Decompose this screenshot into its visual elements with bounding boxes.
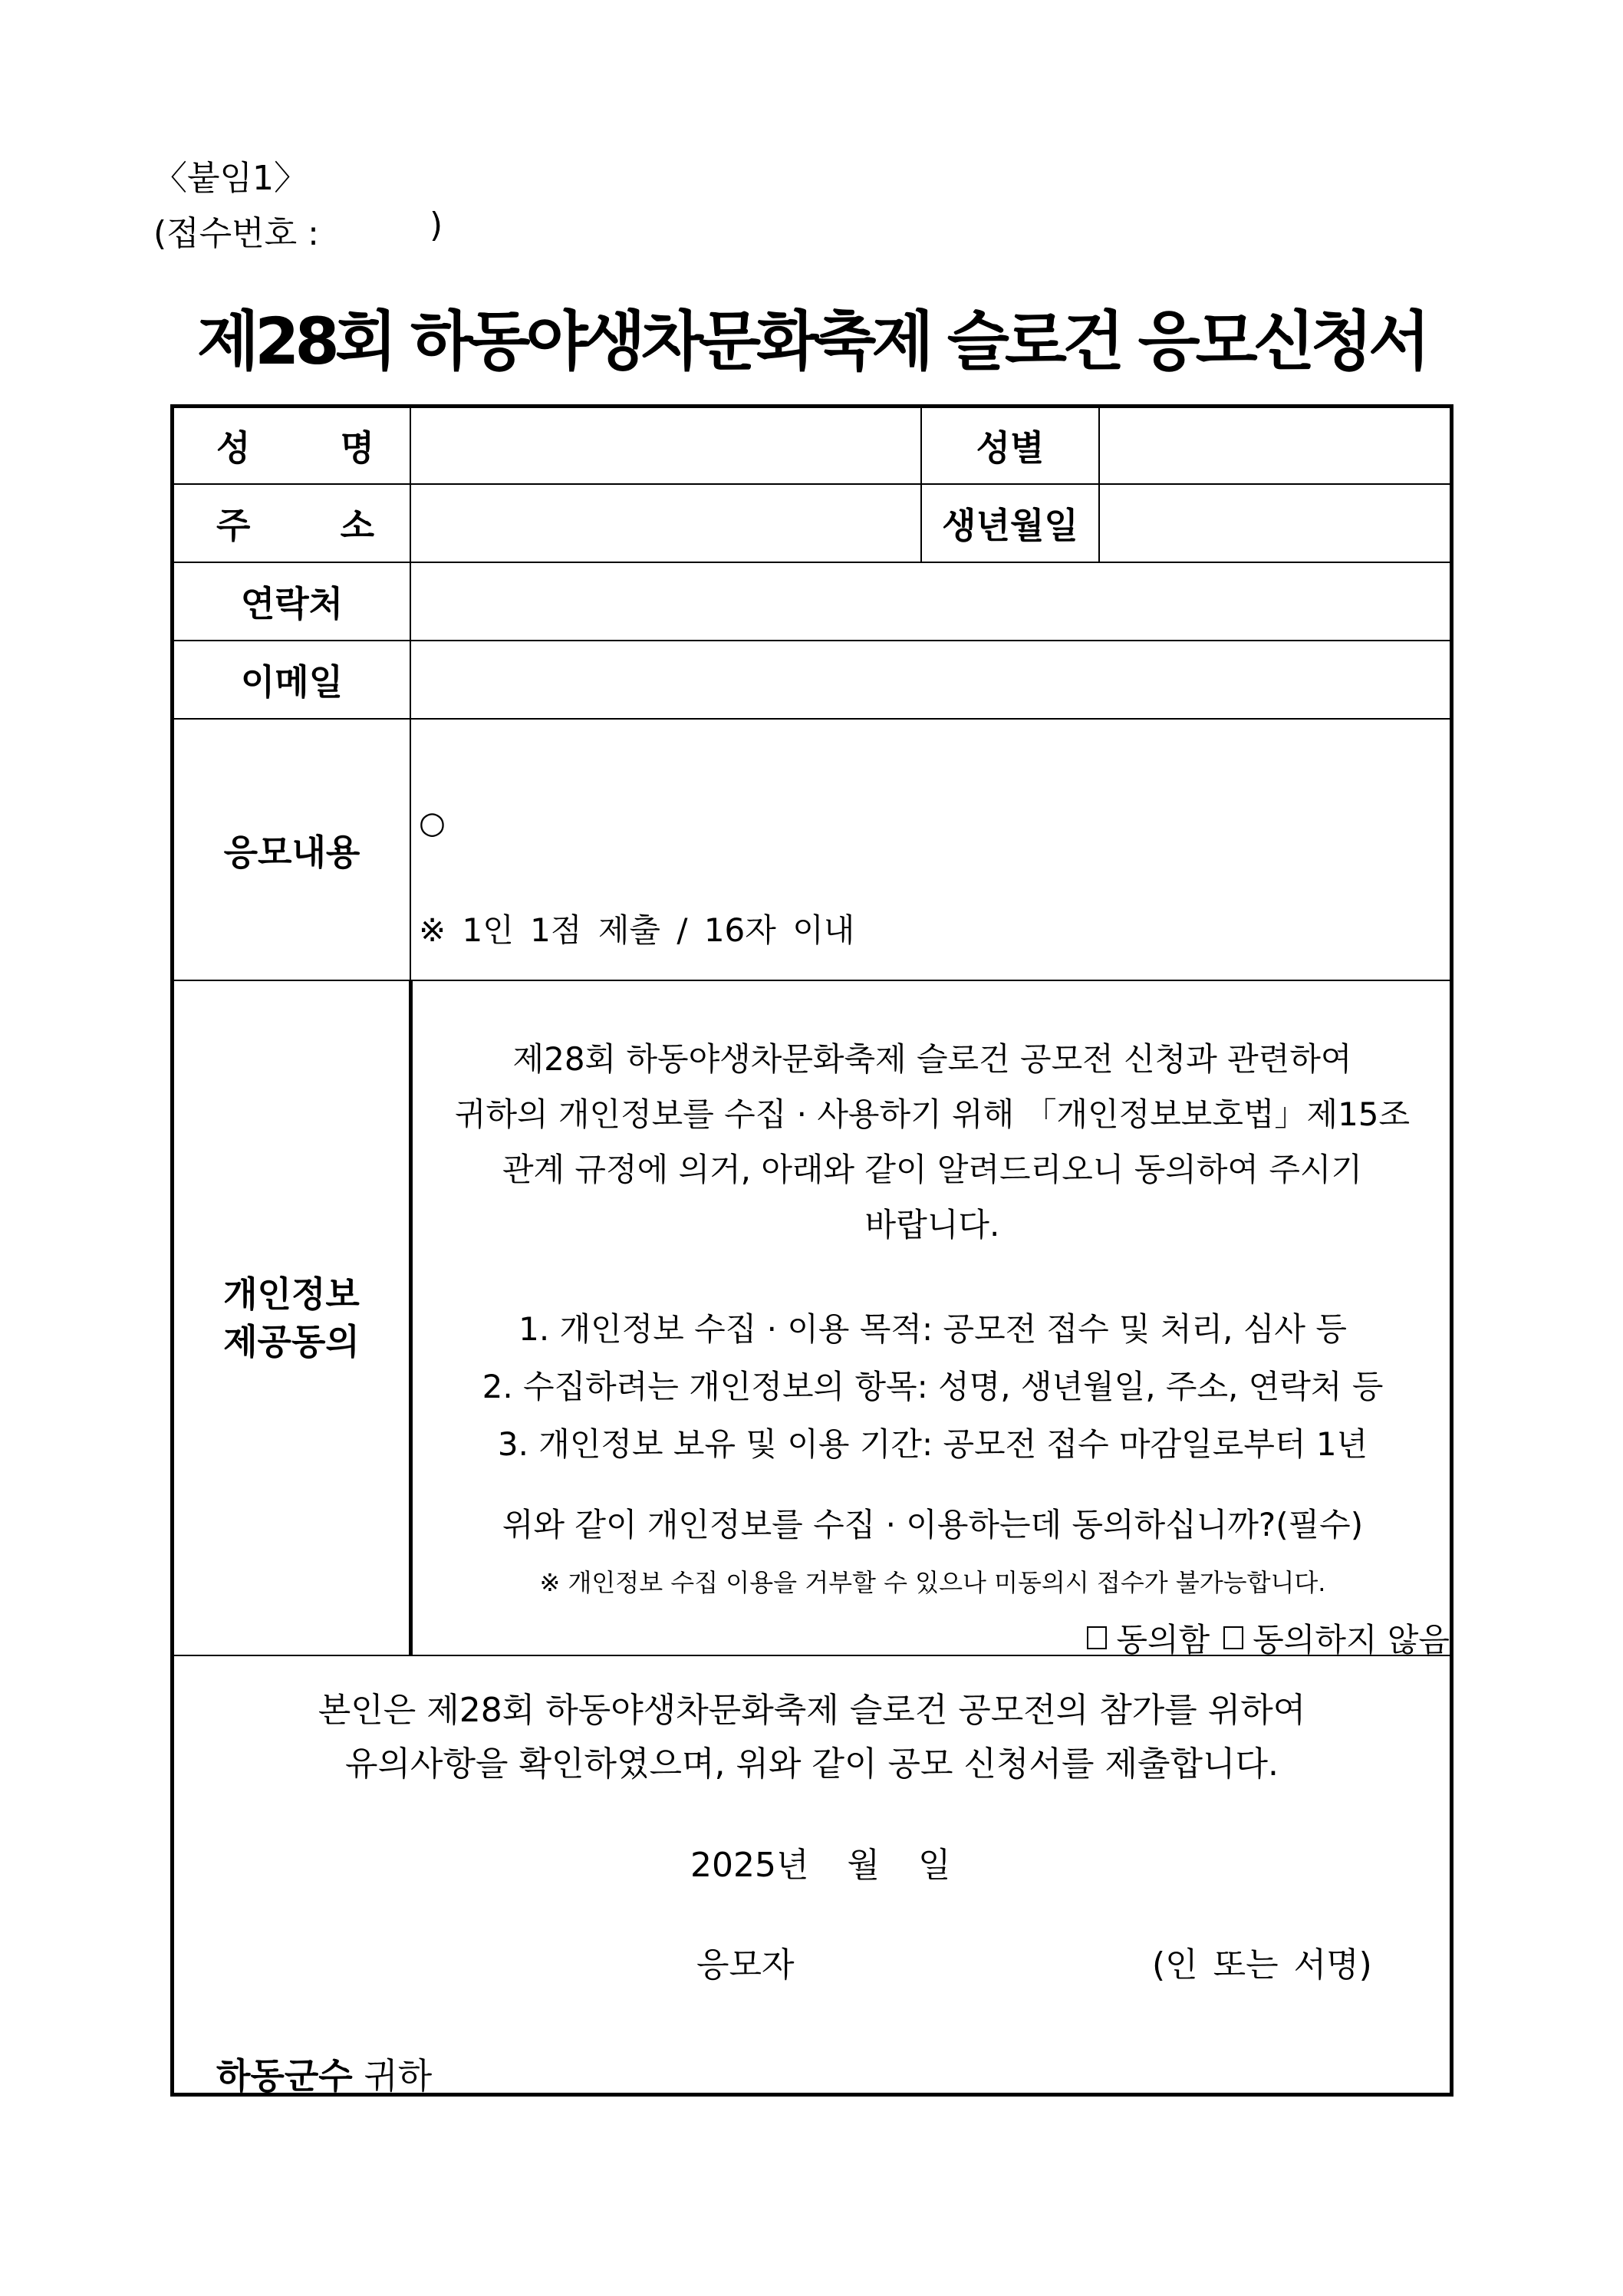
address-label-char-2: 소 [340,505,374,546]
signature-label: (인 또는 서명) [1152,1945,1372,1985]
date-month: 월 [847,1846,880,1885]
privacy-intro-line: 제28회 하동야생차문화축제 슬로건 공모전 신청과 관련하여 [512,1040,1352,1078]
entry-content-label: 응모내용 [223,831,360,873]
recipient-suffix: 귀하 [364,2055,433,2097]
gender-label: 성별 [976,427,1045,469]
privacy-label-line-1: 개인정보 [223,1273,360,1315]
privacy-intro-line: 바랍니다. [864,1206,1000,1244]
gender-field[interactable] [1100,408,1450,483]
attachment-label: 〈붙임1〉 [153,159,308,198]
recipient-name: 하동군수 [216,2055,353,2097]
date-year: 2025년 [690,1846,809,1885]
email-label: 이메일 [240,661,344,703]
agree-option[interactable] [1087,1615,1210,1661]
address-label [174,485,410,562]
address-label-char-1: 주 [216,505,251,546]
receipt-number-label: (접수번호 : [153,214,319,253]
entry-bullet-icon: ○ [419,805,446,841]
consent-options [1087,1615,1450,1661]
name-label-char-1: 성 [216,427,251,469]
email-field[interactable] [411,641,1450,718]
disagree-label: 동의하지 않음 [1253,1621,1450,1659]
submission-date [690,1837,951,1886]
privacy-intro [413,1032,1452,1253]
contact-label: 연락처 [240,583,344,624]
agree-checkbox[interactable] [1087,1626,1107,1649]
privacy-item-fields: 2. 수집하려는 개인정보의 항목: 성명, 생년월일, 주소, 연락처 등 [482,1368,1384,1405]
birthdate-field[interactable] [1100,485,1450,562]
contact-field[interactable] [411,563,1450,640]
slogan-entry-field[interactable] [460,798,1442,852]
privacy-consent-question: 위와 같이 개인정보를 수집 · 이용하는데 동의하십니까?(필수) [502,1506,1364,1543]
address-field[interactable] [411,485,920,562]
privacy-label-line-2: 제공동의 [223,1321,360,1362]
applicant-name-field[interactable] [813,1929,1135,1983]
recipient [216,2048,432,2099]
receipt-number-close: ) [430,206,443,245]
privacy-item-purpose: 1. 개인정보 수집 · 이용 목적: 공모전 접수 및 처리, 심사 등 [519,1310,1347,1348]
name-field[interactable] [411,408,920,483]
privacy-warning: ※ 개인정보 수집 이용을 거부할 수 있으나 미동의시 접수가 불가능합니다. [539,1568,1326,1597]
declaration-line: 본인은 제28회 하동야생차문화축제 슬로건 공모전의 참가를 위하여 [318,1691,1306,1730]
birthdate-label: 생년월일 [942,505,1078,546]
agree-label: 동의함 [1116,1621,1210,1659]
name-label-char-2: 명 [340,427,374,469]
privacy-consent-label [174,981,409,1655]
declaration-line: 유의사항을 확인하였으며, 위와 같이 공모 신청서를 제출합니다. [345,1744,1279,1784]
privacy-intro-line: 귀하의 개인정보를 수집 · 사용하기 위해 「개인정보보호법」제15조 [454,1095,1411,1133]
name-label [174,408,410,483]
privacy-intro-line: 관계 규정에 의거, 아래와 같이 알려드리오니 동의하여 주시기 [502,1151,1363,1188]
disagree-option[interactable] [1223,1615,1450,1661]
privacy-item-retention: 3. 개인정보 보유 및 이용 기간: 공모전 접수 마감일로부터 1년 [497,1425,1368,1463]
disagree-checkbox[interactable] [1223,1626,1243,1649]
entry-note: ※ 1인 1점 제출 / 16자 이내 [419,911,855,949]
declaration-text [174,1684,1450,1791]
page-title: 제28회 하동야생차문화축제 슬로건 응모신청서 [196,304,1427,379]
date-day: 일 [918,1846,951,1885]
applicant-label: 응모자 [696,1945,795,1985]
